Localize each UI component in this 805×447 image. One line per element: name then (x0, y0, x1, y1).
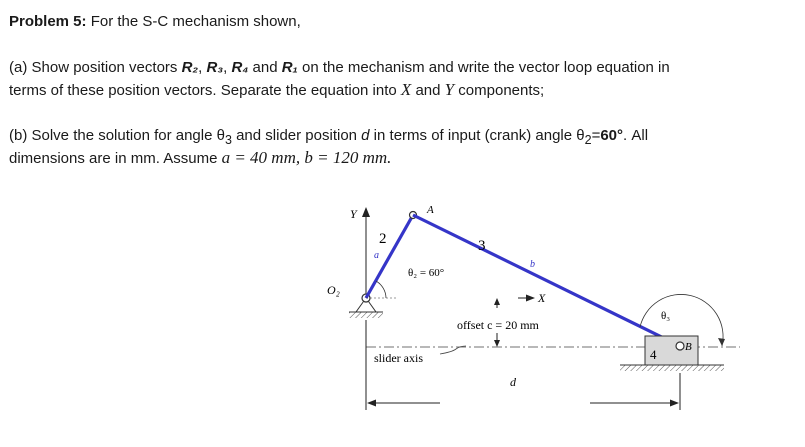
y-axis-label: Y (350, 207, 357, 221)
point-b-label: B (685, 341, 692, 353)
link-2-number: 2 (379, 231, 387, 247)
length-b-label: b (530, 259, 535, 270)
vector-r3: R₃ (206, 59, 224, 76)
part-a-marker: (a) Show position vectors (9, 59, 182, 76)
vector-r2: R₂ (181, 59, 199, 76)
problem-heading: Problem 5: (9, 13, 87, 30)
separator: , (223, 59, 232, 76)
theta3-subscript: 3 (224, 133, 232, 147)
input-angle-value: 60° (600, 127, 624, 144)
slider-axis-label: slider axis (374, 351, 423, 365)
d-variable: d (361, 127, 370, 144)
vector-r1: R₁ (281, 59, 298, 76)
theta3-arrowhead (718, 338, 725, 346)
separator: , (198, 59, 207, 76)
link-4-number: 4 (650, 347, 657, 362)
separator: and (411, 82, 445, 99)
part-a-tail: on the mechanism and write the vector loop equation in (297, 59, 670, 76)
part-b-text: in terms of input (crank) angle θ (369, 127, 585, 144)
part-a-line-2-text: terms of these position vectors. Separate the equation into (9, 82, 401, 99)
length-a-label: a (374, 250, 379, 261)
theta2-label: θ₂ = 60° (408, 267, 445, 279)
assumption: a = 40 mm, b = 120 mm. (221, 148, 392, 167)
d-label: d (510, 375, 516, 389)
point-a-label: A (427, 204, 434, 216)
offset-label: offset c = 20 mm (457, 318, 539, 332)
part-a-line-2-end: components; (454, 82, 545, 99)
part-b-text: dimensions are in mm. Assume (9, 150, 222, 167)
axis-y: Y (444, 80, 455, 99)
theta2-subscript: 2 (584, 133, 592, 147)
axis-x: X (400, 80, 412, 99)
offset-arrowhead-top (494, 298, 500, 305)
joint-b (676, 342, 684, 350)
problem-intro: For the S-C mechanism shown, (90, 13, 301, 30)
separator: and (248, 59, 282, 76)
o2-label: O₂ (327, 283, 340, 297)
equals-sign: = (591, 127, 601, 144)
part-b-text: . All (623, 127, 649, 144)
theta2-arc (376, 281, 386, 298)
vector-r4: R₄ (231, 59, 249, 76)
x-axis-arrowhead (526, 295, 535, 302)
x-axis-label: X (538, 291, 546, 305)
link-3-number: 3 (478, 238, 486, 254)
d-arrowhead-right (670, 400, 679, 407)
part-b-text: (b) Solve the solution for angle θ (9, 127, 225, 144)
offset-arrowhead-bottom (494, 340, 500, 347)
part-b-text: and slider position (231, 127, 362, 144)
theta3-label: θ₃ (661, 310, 671, 322)
y-axis-arrowhead (362, 207, 370, 217)
d-arrowhead-left (367, 400, 376, 407)
slider-ground-hatch (620, 365, 724, 371)
